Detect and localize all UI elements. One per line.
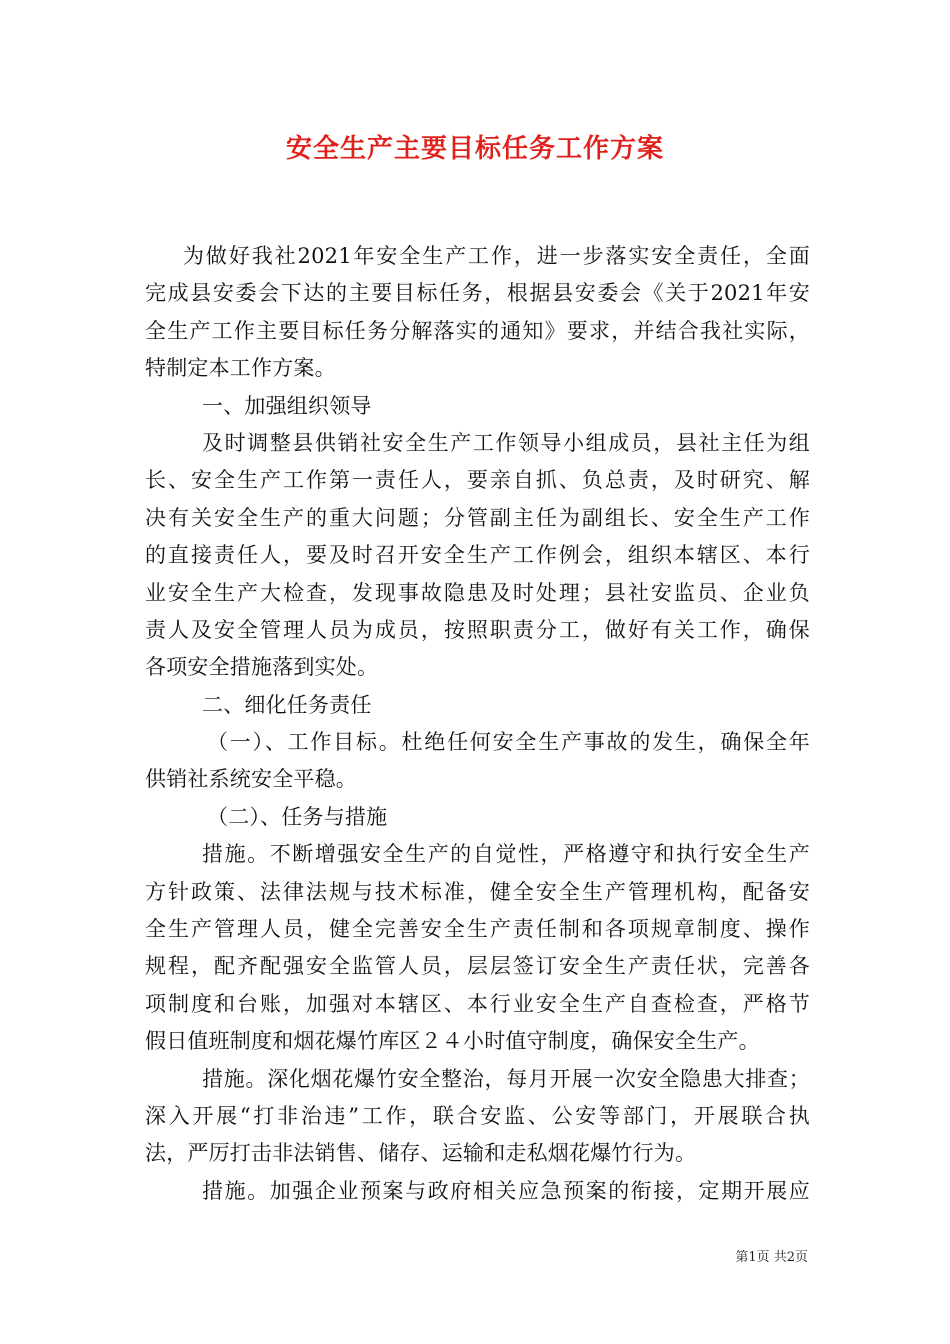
paragraph-line: 措施。深化烟花爆竹安全整治，每月开展一次安全隐患大排查； xyxy=(202,1066,810,1091)
paragraph-line: 的直接责任人，要及时召开安全生产工作例会，组织本辖区、本行 xyxy=(145,543,810,568)
paragraph-line: 措施。不断增强安全生产的自觉性，严格遵守和执行安全生产 xyxy=(202,842,810,867)
page-number: 第1页 共2页 xyxy=(735,1250,808,1265)
paragraph-line: 方针政策、法律法规与技术标准，健全安全生产管理机构，配备安 xyxy=(145,879,810,904)
paragraph-line: 全生产管理人员，健全完善安全生产责任制和各项规章制度、操作 xyxy=(145,917,810,942)
section-heading: 二、细化任务责任 xyxy=(202,692,372,717)
page-title: 安全生产主要目标任务工作方案 xyxy=(285,134,664,164)
paragraph-line: 特制定本工作方案。 xyxy=(145,356,336,381)
paragraph-line: 规程，配齐配强安全监管人员，层层签订安全生产责任状，完善各 xyxy=(145,954,810,979)
paragraph-line: （一）、工作目标。杜绝任何安全生产事故的发生，确保全年 xyxy=(207,730,810,755)
subsection-heading: （二）、任务与措施 xyxy=(207,804,388,829)
paragraph-line: 为做好我社2021年安全生产工作，进一步落实安全责任，全面 xyxy=(183,244,810,268)
paragraph-line: 各项安全措施落到实处。 xyxy=(145,655,379,680)
paragraph-line: 假日值班制度和烟花爆竹库区２４小时值守制度，确保安全生产。 xyxy=(145,1029,760,1054)
paragraph-line: 及时调整县供销社安全生产工作领导小组成员，县社主任为组 xyxy=(202,430,810,455)
paragraph-line: 业安全生产大检查，发现事故隐患及时处理；县社安监员、企业负 xyxy=(145,580,810,605)
paragraph-line: 深入开展“打非治违”工作，联合安监、公安等部门，开展联合执 xyxy=(145,1103,810,1128)
section-heading: 一、加强组织领导 xyxy=(202,393,372,418)
paragraph-line: 决有关安全生产的重大问题；分管副主任为副组长、安全生产工作 xyxy=(145,505,810,530)
paragraph-line: 措施。加强企业预案与政府相关应急预案的衔接，定期开展应 xyxy=(202,1178,810,1203)
paragraph-line: 完成县安委会下达的主要目标任务，根据县安委会《关于2021年安 xyxy=(145,281,810,306)
paragraph-line: 供销社系统安全平稳。 xyxy=(145,767,357,792)
document-body xyxy=(145,238,810,1210)
paragraph-line: 责人及安全管理人员为成员，按照职责分工，做好有关工作，确保 xyxy=(145,617,810,642)
paragraph-line: 长、安全生产工作第一责任人，要亲自抓、负总责，及时研究、解 xyxy=(145,468,810,493)
paragraph-line: 项制度和台账，加强对本辖区、本行业安全生产自查检查，严格节 xyxy=(145,991,810,1016)
paragraph-line: 全生产工作主要目标任务分解落实的通知》要求，并结合我社实际， xyxy=(145,318,810,343)
paragraph-line: 法，严厉打击非法销售、储存、运输和走私烟花爆竹行为。 xyxy=(145,1141,697,1166)
